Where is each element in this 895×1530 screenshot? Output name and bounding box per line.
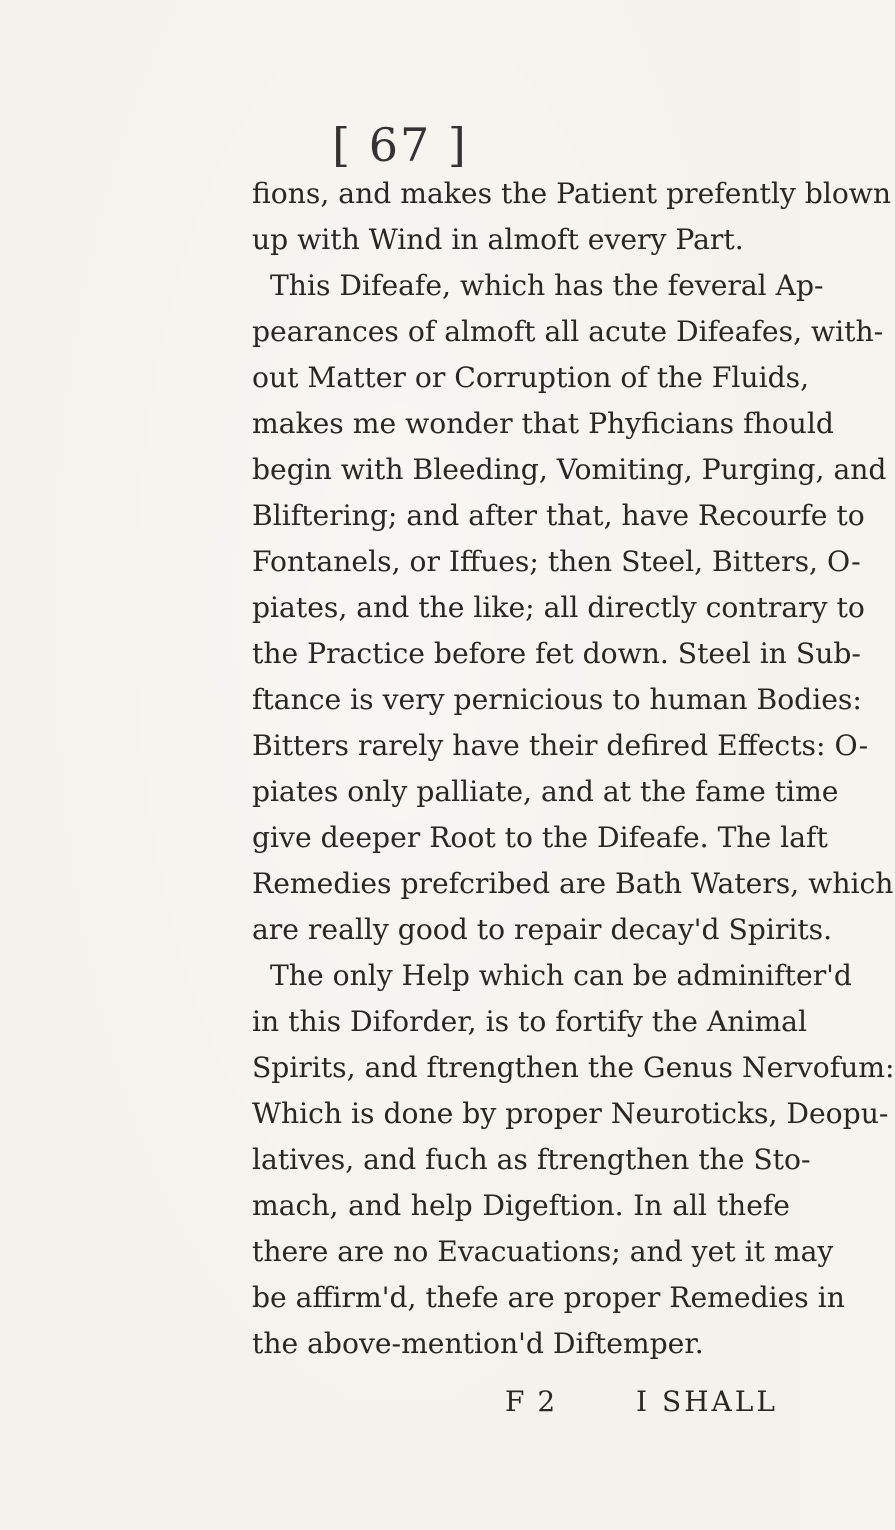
- text-line-3: This Difeafe, which has the feveral Ap-: [270, 269, 824, 302]
- text-line-1: fions, and makes the Patient prefently blown: [252, 177, 892, 210]
- text-line-26: the above-mention'd Diftemper.: [252, 1327, 704, 1360]
- text-line-2: up with Wind in almoft every Part.: [252, 223, 744, 256]
- text-line-9: Fontanels, or Iffues; then Steel, Bitters, O-: [252, 545, 861, 578]
- text-line-16: Remedies prefcribed are Bath Waters, which: [252, 867, 894, 900]
- text-line-24: there are no Evacuations; and yet it may: [252, 1235, 834, 1268]
- text-line-10: piates, and the like; all directly contrary to: [252, 591, 865, 624]
- page-number: [ 67 ]: [332, 118, 468, 172]
- text-line-12: ftance is very pernicious to human Bodies:: [252, 683, 862, 716]
- catchword: I SHALL: [636, 1385, 778, 1418]
- page-footer: [0, 1385, 800, 1425]
- text-line-11: the Practice before fet down. Steel in Sub-: [252, 637, 861, 670]
- text-line-20: Spirits, and ftrengthen the Genus Nervofum:: [252, 1051, 895, 1084]
- signature-mark: F 2: [505, 1385, 558, 1418]
- text-line-6: makes me wonder that Phyficians fhould: [252, 407, 834, 440]
- text-line-14: piates only palliate, and at the fame time: [252, 775, 839, 808]
- text-line-17: are really good to repair decay'd Spirits.: [252, 913, 833, 946]
- text-line-15: give deeper Root to the Difeafe. The laft: [252, 821, 828, 854]
- text-line-18: The only Help which can be adminifter'd: [270, 959, 852, 992]
- text-line-5: out Matter or Corruption of the Fluids,: [252, 361, 810, 394]
- text-line-23: mach, and help Digeftion. In all thefe: [252, 1189, 790, 1222]
- text-line-4: pearances of almoft all acute Difeafes, with-: [252, 315, 884, 348]
- text-line-22: latives, and fuch as ftrengthen the Sto-: [252, 1143, 811, 1176]
- text-line-21: Which is done by proper Neuroticks, Deopu-: [252, 1097, 889, 1130]
- text-line-8: Bliftering; and after that, have Recourfe to: [252, 499, 865, 532]
- text-line-19: in this Diforder, is to fortify the Animal: [252, 1005, 807, 1038]
- text-line-7: begin with Bleeding, Vomiting, Purging, and: [252, 453, 887, 486]
- text-line-13: Bitters rarely have their defired Effects: O-: [252, 729, 869, 762]
- text-line-25: be affirm'd, thefe are proper Remedies in: [252, 1281, 845, 1314]
